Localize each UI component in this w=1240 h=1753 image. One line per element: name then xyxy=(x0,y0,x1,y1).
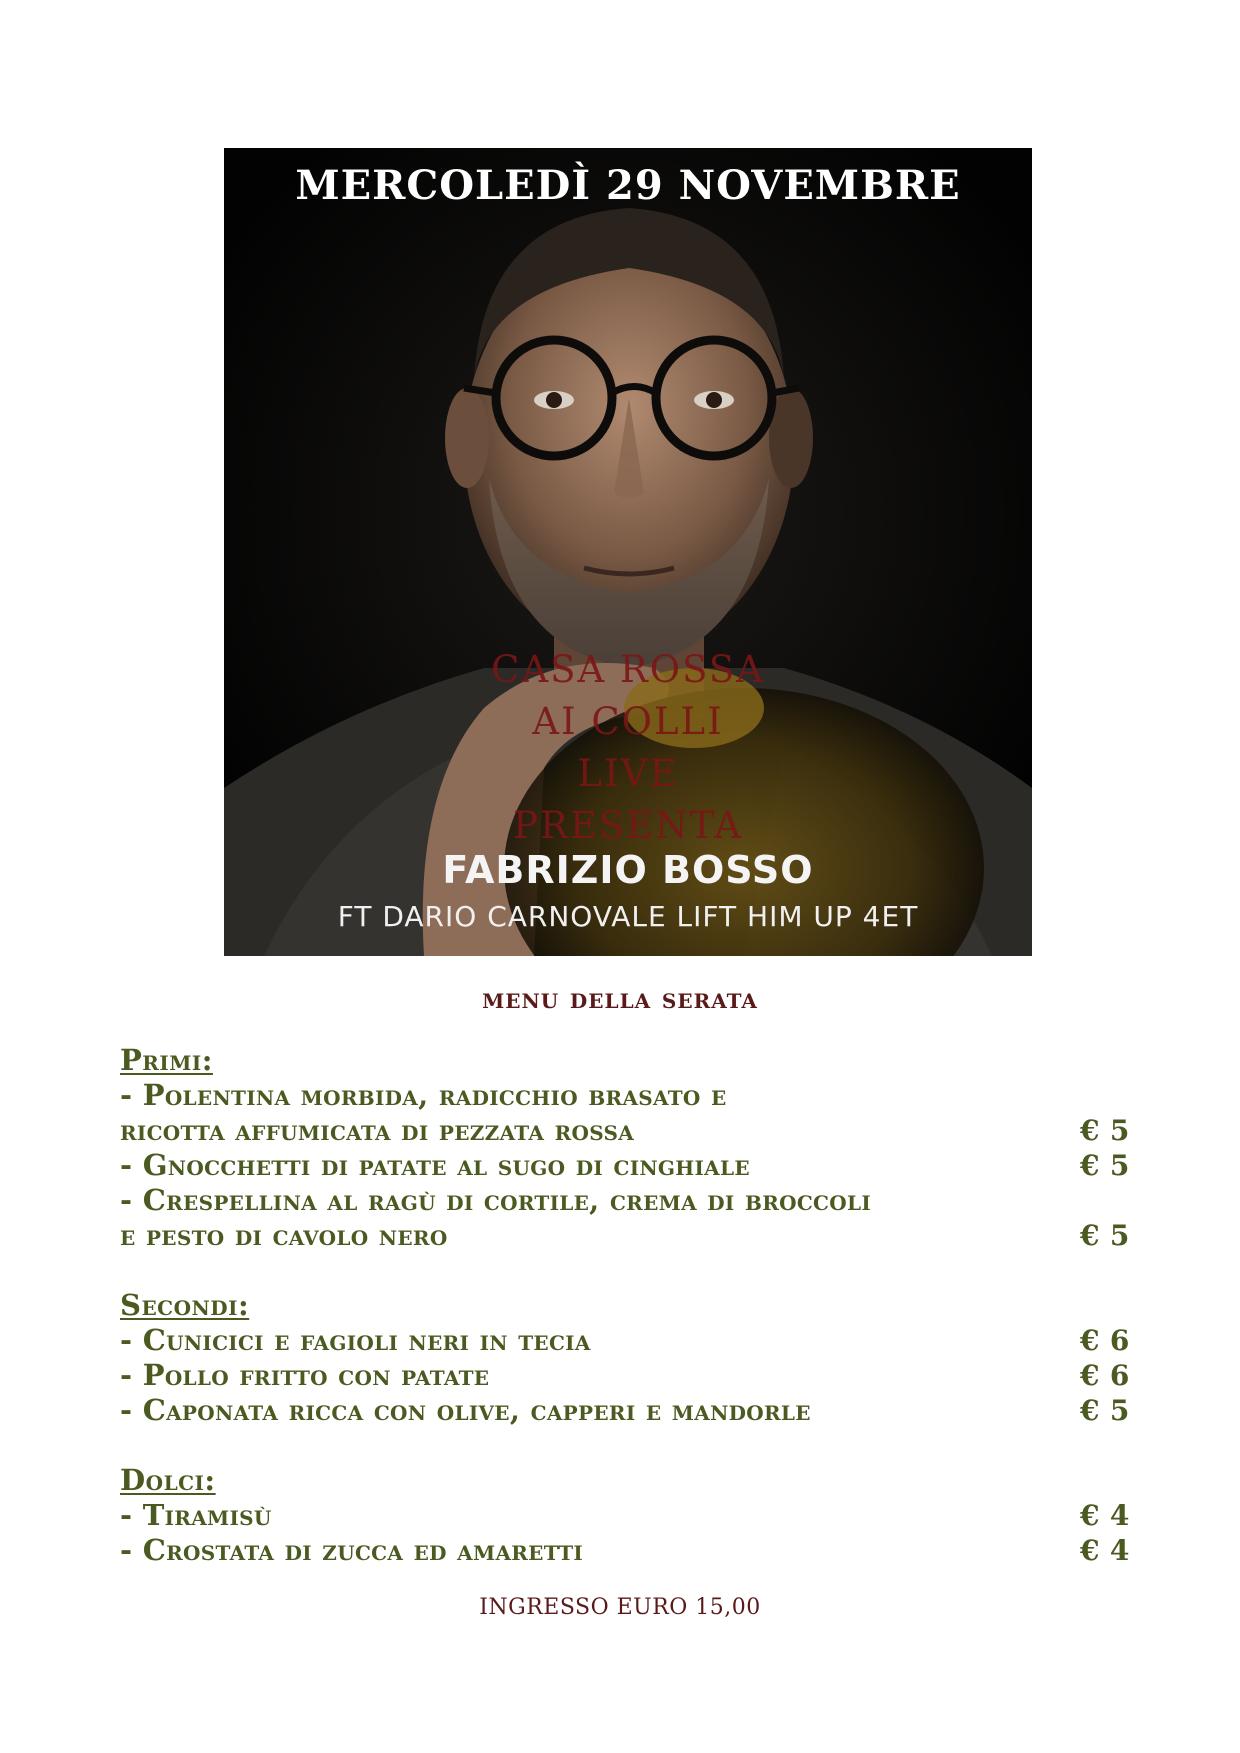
menu-item-text: e pesto di cavolo nero xyxy=(120,1218,448,1252)
menu-item-text: - Polentina morbida, radicchio brasato e xyxy=(120,1078,727,1112)
menu-item-text: ricotta affumicata di pezzata rossa xyxy=(120,1113,635,1147)
menu-item-text: - Crespellina al ragù di cortile, crema di broccoli xyxy=(120,1183,872,1217)
menu-item xyxy=(120,1393,1130,1428)
menu-title: menu della serata xyxy=(482,982,758,1015)
venue-line: LIVE xyxy=(577,752,679,795)
menu-item-price: € 4 xyxy=(1080,1499,1130,1532)
section-spacer xyxy=(120,1428,1120,1463)
menu-item-text: - Gnocchetti di patate al sugo di cinghiale xyxy=(120,1148,750,1182)
section-title-primi: Primi: xyxy=(120,1043,213,1077)
menu-item xyxy=(120,1218,1130,1253)
menu-item xyxy=(120,1148,1130,1183)
menu-item-text: - Crostata di zucca ed amaretti xyxy=(120,1533,584,1567)
menu-item-price: € 5 xyxy=(1080,1394,1130,1427)
entry-price: INGRESSO EURO 15,00 xyxy=(479,1595,761,1620)
featuring-line: FT DARIO CARNOVALE LIFT HIM UP 4ET xyxy=(337,900,919,933)
artist-name: FABRIZIO BOSSO xyxy=(442,848,814,892)
menu-item-price: € 5 xyxy=(1080,1149,1130,1182)
menu-item xyxy=(120,1498,1130,1533)
menu-item xyxy=(120,1078,1120,1113)
menu-item-text: - Cunicici e fagioli neri in tecia xyxy=(120,1323,591,1357)
menu-item xyxy=(120,1113,1130,1148)
event-date: MERCOLEDÌ 29 NOVEMBRE xyxy=(295,162,961,209)
menu-item-price: € 6 xyxy=(1080,1324,1130,1357)
menu-item-text: - Pollo fritto con patate xyxy=(120,1358,490,1392)
menu-item-text: - Caponata ricca con olive, capperi e mandorle xyxy=(120,1393,811,1427)
menu-item-text: - Tiramisù xyxy=(120,1498,272,1532)
section-title-dolci: Dolci: xyxy=(120,1463,216,1497)
section-title-secondi: Secondi: xyxy=(120,1288,250,1322)
menu-item-price: € 5 xyxy=(1080,1114,1130,1147)
venue-line: CASA ROSSA xyxy=(491,648,765,691)
menu-item-price: € 6 xyxy=(1080,1359,1130,1392)
section-spacer xyxy=(120,1253,1120,1288)
menu-item xyxy=(120,1323,1130,1358)
venue-line: AI COLLI xyxy=(532,700,724,743)
menu-item xyxy=(120,1358,1130,1393)
menu-item-price: € 4 xyxy=(1080,1534,1130,1567)
menu-item xyxy=(120,1183,1120,1218)
venue-line: PRESENTA xyxy=(513,804,743,847)
menu-item xyxy=(120,1533,1130,1568)
menu-list xyxy=(120,1043,1130,1568)
menu-item-price: € 5 xyxy=(1080,1219,1130,1252)
event-poster xyxy=(224,148,1032,956)
